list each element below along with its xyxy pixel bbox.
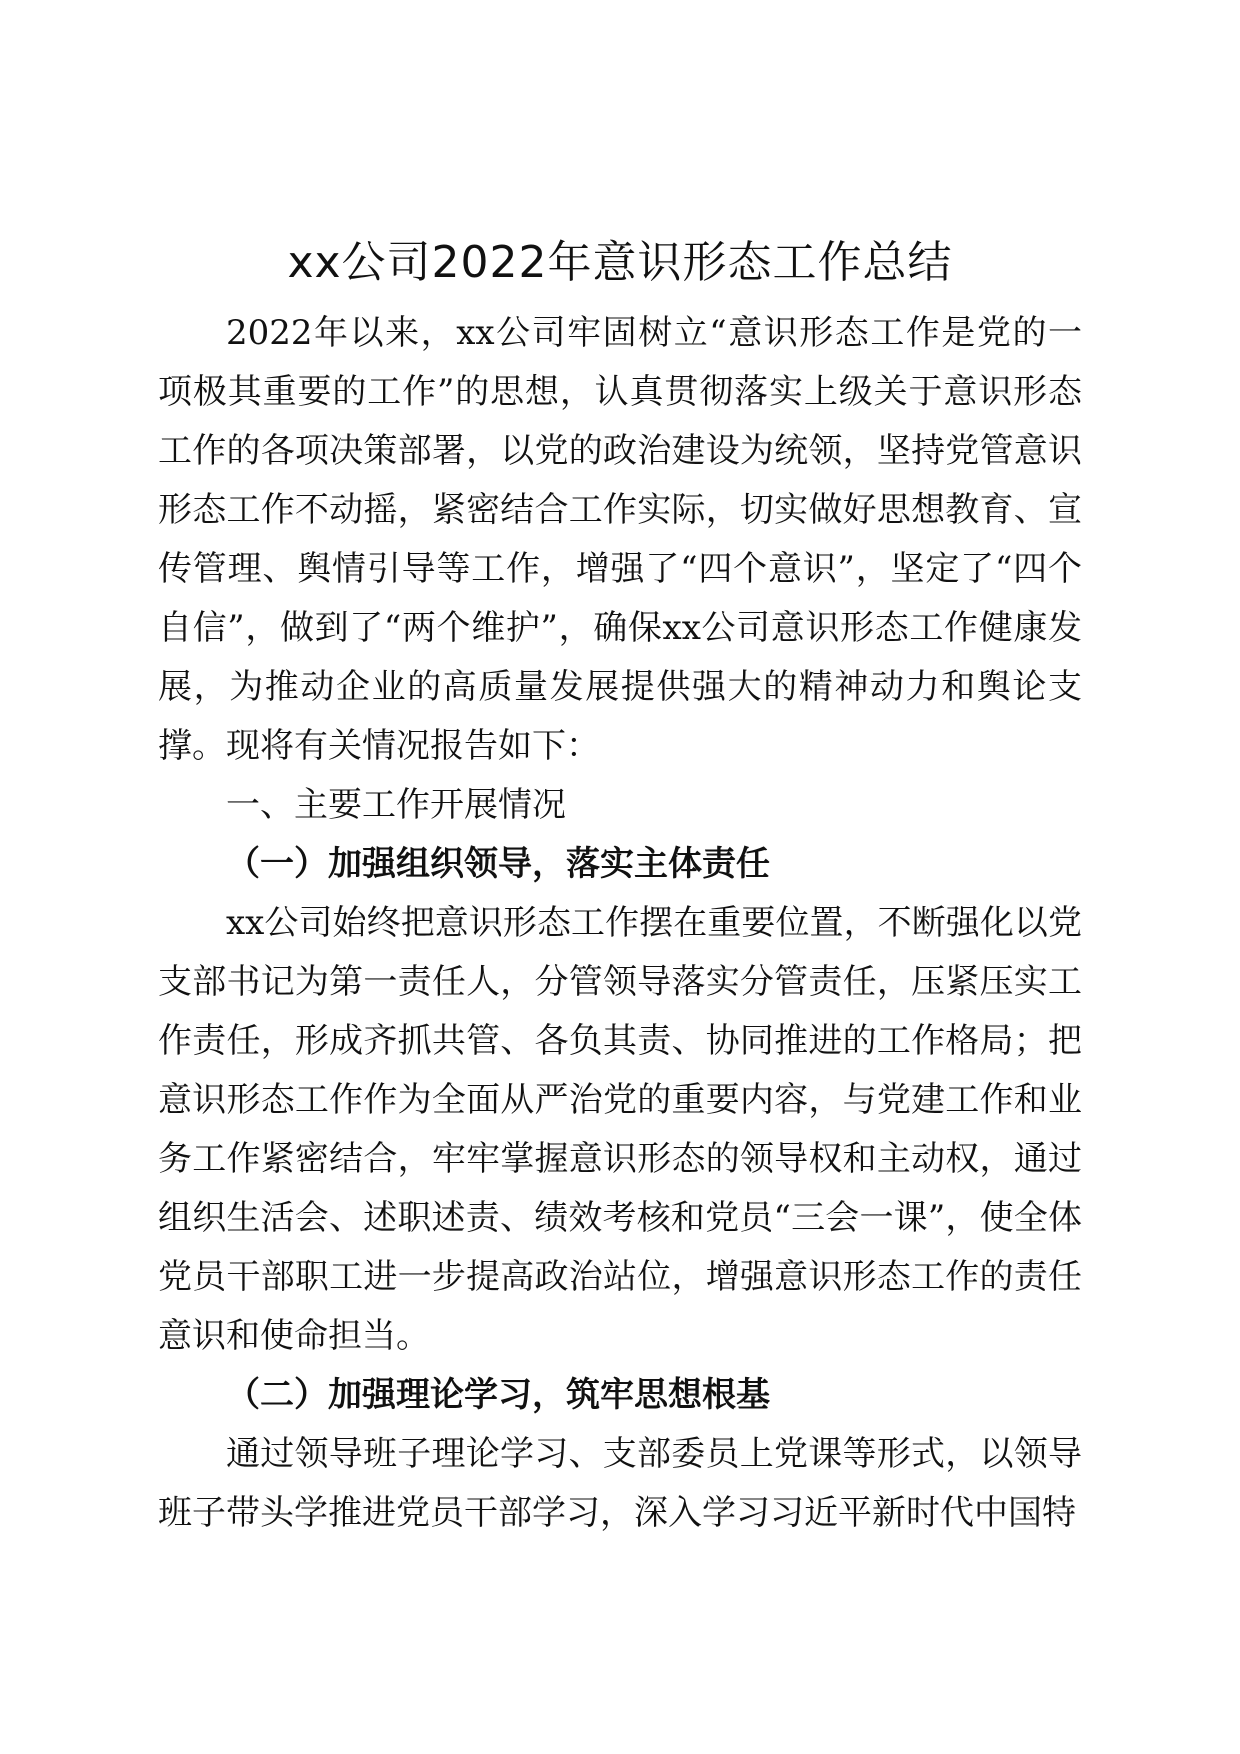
- document-title: xx公司2022年意识形态工作总结: [287, 237, 953, 288]
- subsection-paragraph-theory-study: 通过领导班子理论学习、支部委员上党课等形式，以领导班子带头学推进党员干部学习，深入学习习近平新时代中国特: [158, 1434, 1082, 1533]
- section-heading-main-work: 一、主要工作开展情况: [226, 785, 566, 825]
- subsection-heading-organization: （一）加强组织领导，落实主体责任: [226, 844, 770, 884]
- subsection-paragraph-organization: xx公司始终把意识形态工作摆在重要位置，不断强化以党支部书记为第一责任人，分管领导落实分管责任，压紧压实工作责任，形成齐抓共管、各负其责、协同推进的工作格局；把意识形态工作作为全面从严治党的重要内容，与党建工作和业务工作紧密结合，牢牢掌握意识形态的领导权和主动权，通过组织生活会、述职述责、绩效考核和党员“三会一课”，使全体党员干部职工进一步提高政治站位，增强意识形态工作的责任意识和使命担当。: [158, 903, 1082, 1356]
- subsection-heading-theory-study: （二）加强理论学习，筑牢思想根基: [226, 1375, 770, 1415]
- intro-paragraph: 2022年以来，xx公司牢固树立“意识形态工作是党的一项极其重要的工作”的思想，认真贯彻落实上级关于意识形态工作的各项决策部署，以党的政治建设为统领，坚持党管意识形态工作不动摇，紧密结合工作实际，切实做好思想教育、宣传管理、舆情引导等工作，增强了“四个意识”，坚定了“四个自信”，做到了“两个维护”，确保xx公司意识形态工作健康发展，为推动企业的高质量发展提供强大的精神动力和舆论支撑。现将有关情况报告如下：: [158, 313, 1082, 766]
- document-body: [158, 232, 1082, 1543]
